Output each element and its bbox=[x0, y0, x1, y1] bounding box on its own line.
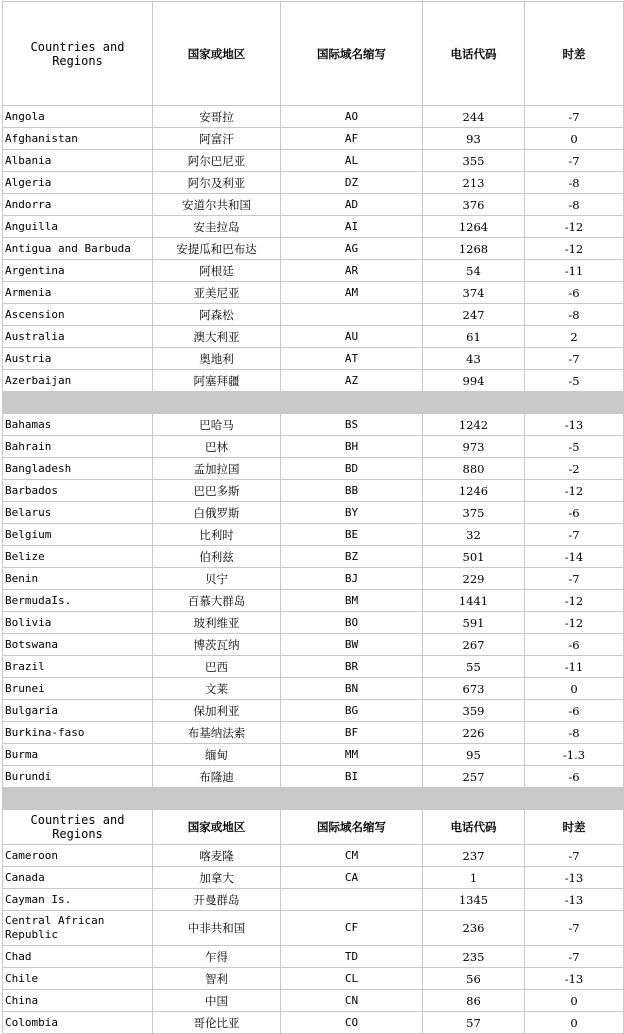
cell-domain: AF bbox=[281, 128, 423, 150]
table-row bbox=[3, 260, 624, 282]
cell-country-en: Albania bbox=[3, 150, 153, 172]
cell-timediff: -8 bbox=[525, 172, 624, 194]
cell-country-en: Brunei bbox=[3, 678, 153, 700]
cell-phone: 247 bbox=[423, 304, 525, 326]
cell-phone: 376 bbox=[423, 194, 525, 216]
cell-country-en: Argentina bbox=[3, 260, 153, 282]
cell-phone: 235 bbox=[423, 946, 525, 968]
table-row bbox=[3, 106, 624, 128]
cell-country-cn: 巴巴多斯 bbox=[153, 480, 281, 502]
cell-domain: BS bbox=[281, 414, 423, 436]
divider-cell bbox=[423, 788, 525, 810]
cell-domain: CF bbox=[281, 911, 423, 946]
cell-phone: 355 bbox=[423, 150, 525, 172]
table-body bbox=[3, 2, 624, 1034]
divider-cell bbox=[153, 788, 281, 810]
cell-country-en: Belarus bbox=[3, 502, 153, 524]
cell-domain: AO bbox=[281, 106, 423, 128]
cell-country-cn: 贝宁 bbox=[153, 568, 281, 590]
cell-country-en: Algeria bbox=[3, 172, 153, 194]
header-domain: 国际域名缩写 bbox=[281, 810, 423, 845]
cell-phone: 673 bbox=[423, 678, 525, 700]
cell-country-en: Cameroon bbox=[3, 845, 153, 867]
table-row bbox=[3, 678, 624, 700]
cell-phone: 61 bbox=[423, 326, 525, 348]
cell-country-cn: 保加利亚 bbox=[153, 700, 281, 722]
cell-domain: BN bbox=[281, 678, 423, 700]
cell-country-en: Burundi bbox=[3, 766, 153, 788]
cell-phone: 1264 bbox=[423, 216, 525, 238]
cell-domain: BI bbox=[281, 766, 423, 788]
cell-country-en: Belize bbox=[3, 546, 153, 568]
table-row bbox=[3, 722, 624, 744]
cell-phone: 374 bbox=[423, 282, 525, 304]
cell-country-cn: 玻利维亚 bbox=[153, 612, 281, 634]
cell-country-cn: 布隆迪 bbox=[153, 766, 281, 788]
cell-timediff: -6 bbox=[525, 634, 624, 656]
cell-country-en: Andorra bbox=[3, 194, 153, 216]
cell-country-cn: 智利 bbox=[153, 968, 281, 990]
cell-country-en: Benin bbox=[3, 568, 153, 590]
cell-country-en: Bahamas bbox=[3, 414, 153, 436]
table-row bbox=[3, 656, 624, 678]
cell-domain: AD bbox=[281, 194, 423, 216]
table-row bbox=[3, 524, 624, 546]
cell-timediff: -7 bbox=[525, 911, 624, 946]
cell-phone: 32 bbox=[423, 524, 525, 546]
cell-country-en: Belgium bbox=[3, 524, 153, 546]
cell-domain: BO bbox=[281, 612, 423, 634]
table-row bbox=[3, 845, 624, 867]
cell-country-cn: 白俄罗斯 bbox=[153, 502, 281, 524]
table-row bbox=[3, 946, 624, 968]
cell-country-cn: 文莱 bbox=[153, 678, 281, 700]
cell-country-cn: 中国 bbox=[153, 990, 281, 1012]
table-row bbox=[3, 414, 624, 436]
cell-phone: 86 bbox=[423, 990, 525, 1012]
table-row bbox=[3, 238, 624, 260]
cell-timediff: -6 bbox=[525, 282, 624, 304]
divider-cell bbox=[281, 788, 423, 810]
cell-country-cn: 百慕大群岛 bbox=[153, 590, 281, 612]
cell-timediff: -6 bbox=[525, 502, 624, 524]
table-row bbox=[3, 370, 624, 392]
cell-country-en: Ascension bbox=[3, 304, 153, 326]
cell-domain bbox=[281, 889, 423, 911]
table-row bbox=[3, 150, 624, 172]
cell-timediff: -12 bbox=[525, 590, 624, 612]
cell-timediff: -11 bbox=[525, 260, 624, 282]
cell-domain: AU bbox=[281, 326, 423, 348]
cell-country-cn: 阿尔巴尼亚 bbox=[153, 150, 281, 172]
table-row bbox=[3, 304, 624, 326]
cell-timediff: -7 bbox=[525, 106, 624, 128]
cell-phone: 54 bbox=[423, 260, 525, 282]
cell-timediff: -11 bbox=[525, 656, 624, 678]
divider-cell bbox=[153, 392, 281, 414]
cell-domain: CA bbox=[281, 867, 423, 889]
cell-timediff: -7 bbox=[525, 348, 624, 370]
cell-domain: MM bbox=[281, 744, 423, 766]
cell-domain: CO bbox=[281, 1012, 423, 1034]
cell-country-en: Canada bbox=[3, 867, 153, 889]
header-timediff: 时差 bbox=[525, 2, 624, 106]
cell-timediff: 0 bbox=[525, 1012, 624, 1034]
country-code-table bbox=[2, 1, 624, 1034]
cell-country-en: Antigua and Barbuda bbox=[3, 238, 153, 260]
cell-timediff: -6 bbox=[525, 700, 624, 722]
cell-country-cn: 伯利兹 bbox=[153, 546, 281, 568]
cell-country-en: Chile bbox=[3, 968, 153, 990]
divider-cell bbox=[3, 788, 153, 810]
cell-timediff: -6 bbox=[525, 766, 624, 788]
table-row bbox=[3, 194, 624, 216]
cell-domain: CL bbox=[281, 968, 423, 990]
cell-timediff: 0 bbox=[525, 128, 624, 150]
cell-country-en: Bulgaria bbox=[3, 700, 153, 722]
table-row bbox=[3, 744, 624, 766]
cell-timediff: -13 bbox=[525, 414, 624, 436]
cell-phone: 257 bbox=[423, 766, 525, 788]
table-row bbox=[3, 612, 624, 634]
cell-phone: 359 bbox=[423, 700, 525, 722]
cell-domain bbox=[281, 304, 423, 326]
cell-country-cn: 亚美尼亚 bbox=[153, 282, 281, 304]
cell-timediff: -1.3 bbox=[525, 744, 624, 766]
cell-country-cn: 哥伦比亚 bbox=[153, 1012, 281, 1034]
table-row bbox=[3, 436, 624, 458]
cell-country-cn: 奥地利 bbox=[153, 348, 281, 370]
header-timediff: 时差 bbox=[525, 810, 624, 845]
cell-phone: 1242 bbox=[423, 414, 525, 436]
table-row bbox=[3, 590, 624, 612]
cell-country-en: Austria bbox=[3, 348, 153, 370]
cell-domain: BH bbox=[281, 436, 423, 458]
cell-domain: BW bbox=[281, 634, 423, 656]
cell-country-cn: 乍得 bbox=[153, 946, 281, 968]
cell-domain: BR bbox=[281, 656, 423, 678]
cell-domain: AT bbox=[281, 348, 423, 370]
section-divider bbox=[3, 392, 624, 414]
table-row bbox=[3, 700, 624, 722]
section-divider bbox=[3, 788, 624, 810]
divider-cell bbox=[525, 392, 624, 414]
cell-phone: 226 bbox=[423, 722, 525, 744]
cell-country-cn: 布基纳法索 bbox=[153, 722, 281, 744]
table-row bbox=[3, 546, 624, 568]
header-phone: 电话代码 bbox=[423, 2, 525, 106]
cell-phone: 244 bbox=[423, 106, 525, 128]
table-row bbox=[3, 911, 624, 946]
cell-country-en: Barbados bbox=[3, 480, 153, 502]
cell-timediff: -8 bbox=[525, 722, 624, 744]
cell-phone: 1268 bbox=[423, 238, 525, 260]
cell-phone: 236 bbox=[423, 911, 525, 946]
cell-country-cn: 安提瓜和巴布达 bbox=[153, 238, 281, 260]
cell-domain: AM bbox=[281, 282, 423, 304]
table-row bbox=[3, 348, 624, 370]
header-country-en: Countries and Regions bbox=[3, 810, 153, 845]
cell-domain: BM bbox=[281, 590, 423, 612]
cell-country-cn: 澳大利亚 bbox=[153, 326, 281, 348]
cell-domain: CN bbox=[281, 990, 423, 1012]
cell-country-en: Cayman Is. bbox=[3, 889, 153, 911]
cell-country-cn: 巴哈马 bbox=[153, 414, 281, 436]
cell-phone: 1 bbox=[423, 867, 525, 889]
table-row bbox=[3, 889, 624, 911]
table-row bbox=[3, 480, 624, 502]
table-row bbox=[3, 458, 624, 480]
header-phone: 电话代码 bbox=[423, 810, 525, 845]
cell-phone: 1246 bbox=[423, 480, 525, 502]
cell-country-cn: 安哥拉 bbox=[153, 106, 281, 128]
cell-country-cn: 阿森松 bbox=[153, 304, 281, 326]
cell-country-cn: 喀麦隆 bbox=[153, 845, 281, 867]
cell-domain: AL bbox=[281, 150, 423, 172]
cell-phone: 56 bbox=[423, 968, 525, 990]
cell-country-en: Azerbaijan bbox=[3, 370, 153, 392]
cell-domain: CM bbox=[281, 845, 423, 867]
cell-timediff: -12 bbox=[525, 612, 624, 634]
divider-cell bbox=[281, 392, 423, 414]
cell-country-cn: 开曼群岛 bbox=[153, 889, 281, 911]
cell-phone: 591 bbox=[423, 612, 525, 634]
cell-phone: 43 bbox=[423, 348, 525, 370]
table-row bbox=[3, 216, 624, 238]
header-country-en: Countries and Regions bbox=[3, 2, 153, 106]
cell-phone: 95 bbox=[423, 744, 525, 766]
header-country-cn: 国家或地区 bbox=[153, 810, 281, 845]
cell-phone: 1345 bbox=[423, 889, 525, 911]
cell-country-cn: 比利时 bbox=[153, 524, 281, 546]
cell-domain: AZ bbox=[281, 370, 423, 392]
cell-timediff: -8 bbox=[525, 194, 624, 216]
cell-domain: BZ bbox=[281, 546, 423, 568]
cell-country-en: Bolivia bbox=[3, 612, 153, 634]
cell-timediff: -7 bbox=[525, 946, 624, 968]
cell-phone: 57 bbox=[423, 1012, 525, 1034]
cell-phone: 55 bbox=[423, 656, 525, 678]
cell-phone: 213 bbox=[423, 172, 525, 194]
cell-timediff: -7 bbox=[525, 524, 624, 546]
cell-domain: BJ bbox=[281, 568, 423, 590]
cell-timediff: -8 bbox=[525, 304, 624, 326]
table-row bbox=[3, 968, 624, 990]
cell-domain: AG bbox=[281, 238, 423, 260]
cell-country-en: Central African Republic bbox=[3, 911, 153, 946]
cell-country-en: Bangladesh bbox=[3, 458, 153, 480]
cell-country-cn: 阿富汗 bbox=[153, 128, 281, 150]
cell-timediff: 0 bbox=[525, 678, 624, 700]
cell-country-en: Colombia bbox=[3, 1012, 153, 1034]
cell-timediff: -7 bbox=[525, 845, 624, 867]
cell-domain: TD bbox=[281, 946, 423, 968]
table-row bbox=[3, 172, 624, 194]
table-row bbox=[3, 990, 624, 1012]
cell-country-en: Angola bbox=[3, 106, 153, 128]
cell-country-en: Anguilla bbox=[3, 216, 153, 238]
cell-timediff: -13 bbox=[525, 867, 624, 889]
cell-country-cn: 巴林 bbox=[153, 436, 281, 458]
cell-timediff: -12 bbox=[525, 216, 624, 238]
cell-timediff: 0 bbox=[525, 990, 624, 1012]
cell-timediff: -5 bbox=[525, 436, 624, 458]
cell-country-en: Armenia bbox=[3, 282, 153, 304]
cell-domain: AR bbox=[281, 260, 423, 282]
cell-country-cn: 安圭拉岛 bbox=[153, 216, 281, 238]
cell-country-cn: 阿根廷 bbox=[153, 260, 281, 282]
cell-phone: 1441 bbox=[423, 590, 525, 612]
cell-domain: AI bbox=[281, 216, 423, 238]
table-row bbox=[3, 502, 624, 524]
cell-phone: 229 bbox=[423, 568, 525, 590]
table-row bbox=[3, 326, 624, 348]
divider-cell bbox=[525, 788, 624, 810]
cell-country-cn: 阿塞拜疆 bbox=[153, 370, 281, 392]
cell-phone: 973 bbox=[423, 436, 525, 458]
cell-timediff: -5 bbox=[525, 370, 624, 392]
cell-country-en: BermudaIs. bbox=[3, 590, 153, 612]
cell-timediff: -13 bbox=[525, 889, 624, 911]
cell-domain: BY bbox=[281, 502, 423, 524]
cell-timediff: -7 bbox=[525, 150, 624, 172]
cell-country-en: Burma bbox=[3, 744, 153, 766]
cell-timediff: -12 bbox=[525, 480, 624, 502]
table-row bbox=[3, 282, 624, 304]
cell-domain: BE bbox=[281, 524, 423, 546]
cell-country-cn: 加拿大 bbox=[153, 867, 281, 889]
cell-timediff: -7 bbox=[525, 568, 624, 590]
cell-country-cn: 博茨瓦纳 bbox=[153, 634, 281, 656]
header-country-cn: 国家或地区 bbox=[153, 2, 281, 106]
cell-timediff: -2 bbox=[525, 458, 624, 480]
cell-country-en: China bbox=[3, 990, 153, 1012]
divider-cell bbox=[423, 392, 525, 414]
cell-country-en: Afghanistan bbox=[3, 128, 153, 150]
cell-phone: 501 bbox=[423, 546, 525, 568]
cell-domain: BD bbox=[281, 458, 423, 480]
cell-timediff: 2 bbox=[525, 326, 624, 348]
cell-country-en: Brazil bbox=[3, 656, 153, 678]
cell-domain: BG bbox=[281, 700, 423, 722]
cell-phone: 267 bbox=[423, 634, 525, 656]
table-row bbox=[3, 867, 624, 889]
cell-phone: 93 bbox=[423, 128, 525, 150]
cell-timediff: -14 bbox=[525, 546, 624, 568]
cell-domain: BB bbox=[281, 480, 423, 502]
cell-country-cn: 缅甸 bbox=[153, 744, 281, 766]
cell-phone: 375 bbox=[423, 502, 525, 524]
cell-timediff: -13 bbox=[525, 968, 624, 990]
cell-country-cn: 孟加拉国 bbox=[153, 458, 281, 480]
table-row bbox=[3, 1012, 624, 1034]
table-row bbox=[3, 128, 624, 150]
table-row bbox=[3, 766, 624, 788]
cell-country-cn: 安道尔共和国 bbox=[153, 194, 281, 216]
table-header bbox=[3, 2, 624, 106]
cell-phone: 880 bbox=[423, 458, 525, 480]
table-header-repeat bbox=[3, 810, 624, 845]
cell-country-en: Burkina-faso bbox=[3, 722, 153, 744]
divider-cell bbox=[3, 392, 153, 414]
cell-phone: 994 bbox=[423, 370, 525, 392]
table-row bbox=[3, 634, 624, 656]
cell-phone: 237 bbox=[423, 845, 525, 867]
cell-country-en: Botswana bbox=[3, 634, 153, 656]
cell-country-en: Australia bbox=[3, 326, 153, 348]
table-row bbox=[3, 568, 624, 590]
cell-timediff: -12 bbox=[525, 238, 624, 260]
cell-domain: BF bbox=[281, 722, 423, 744]
header-domain: 国际域名缩写 bbox=[281, 2, 423, 106]
cell-country-en: Chad bbox=[3, 946, 153, 968]
cell-country-en: Bahrain bbox=[3, 436, 153, 458]
cell-country-cn: 巴西 bbox=[153, 656, 281, 678]
cell-country-cn: 中非共和国 bbox=[153, 911, 281, 946]
cell-country-cn: 阿尔及利亚 bbox=[153, 172, 281, 194]
cell-domain: DZ bbox=[281, 172, 423, 194]
